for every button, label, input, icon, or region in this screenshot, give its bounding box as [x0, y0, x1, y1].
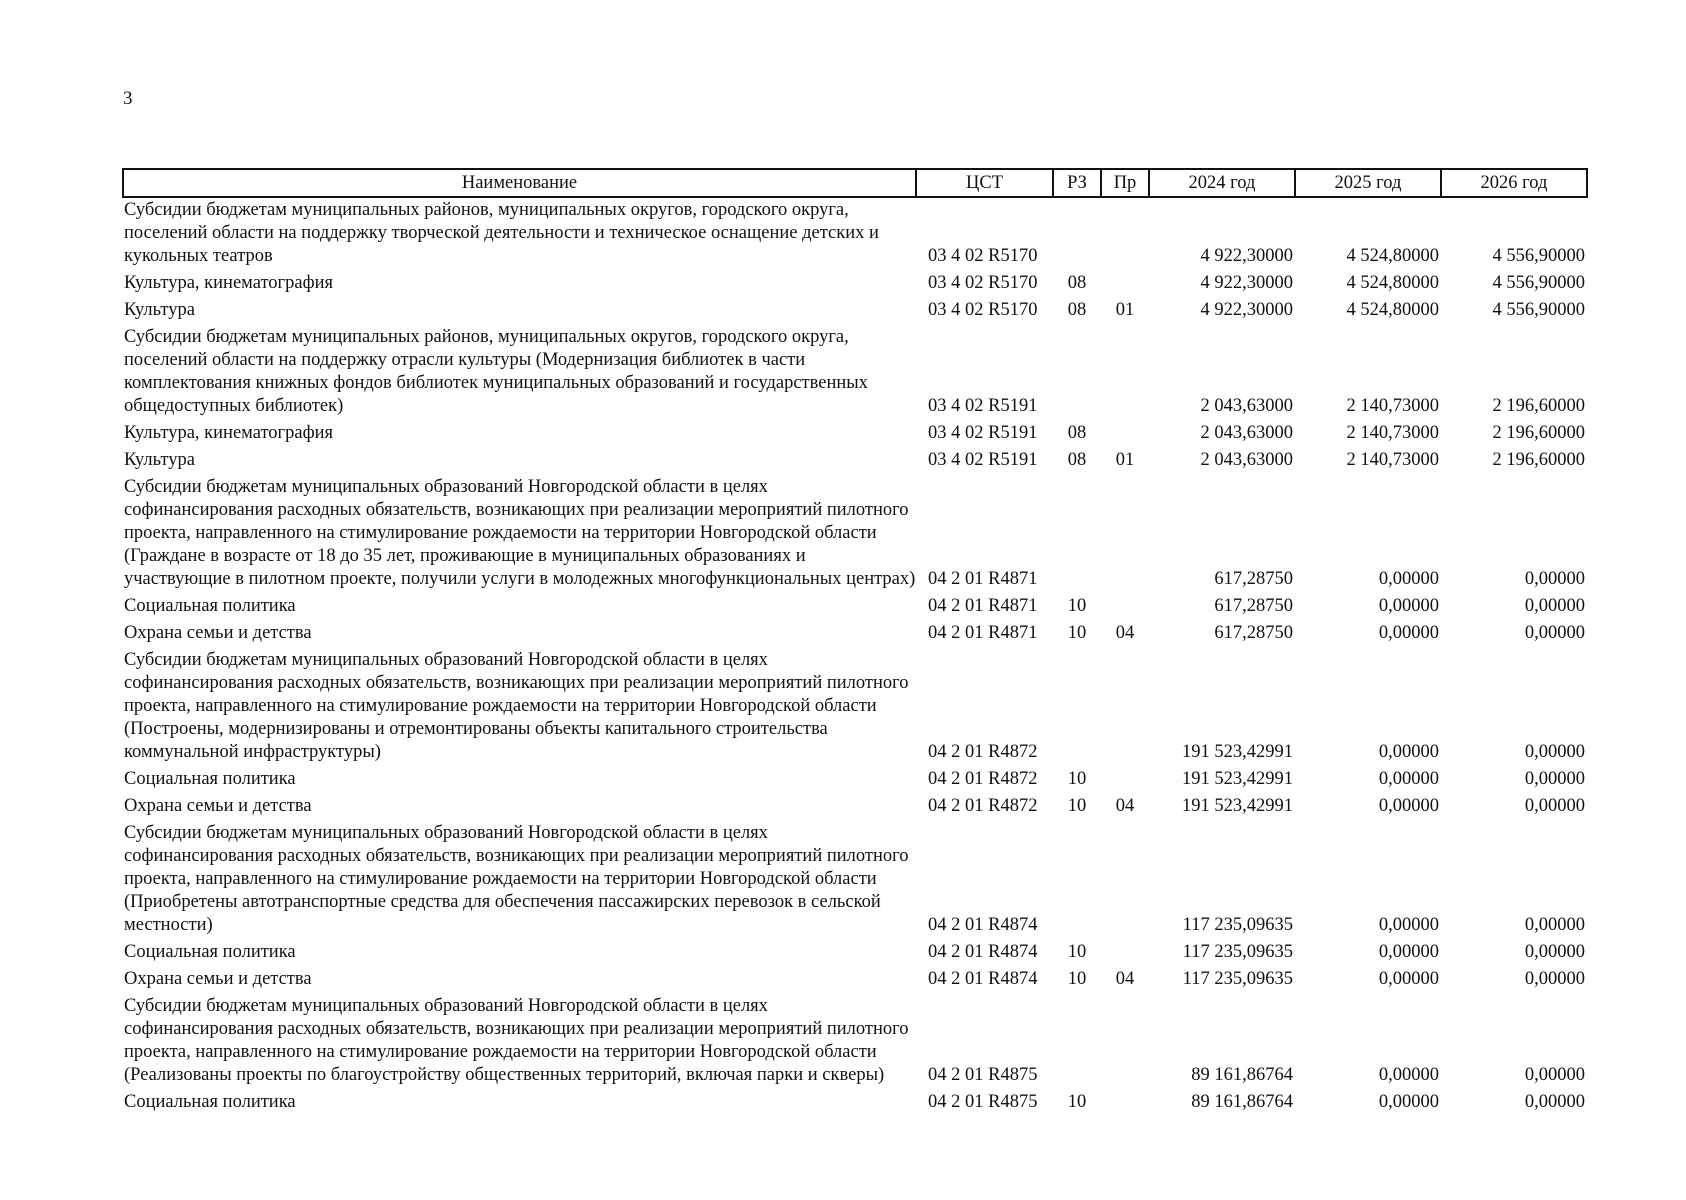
row-rz: [1053, 475, 1101, 594]
row-name: Охрана семьи и детства: [124, 796, 312, 816]
row-cst: 04 2 01 R4872: [928, 796, 1038, 816]
row-cst: 04 2 01 R4875: [928, 1065, 1038, 1085]
row-rz: 08: [1067, 273, 1087, 293]
row-2026: 0,00000: [1524, 742, 1585, 762]
row-rz: 10: [1067, 596, 1087, 616]
table-row: [123, 1090, 1587, 1117]
header-rz: РЗ: [1053, 169, 1101, 197]
table-row: [123, 271, 1587, 298]
row-cst: 03 4 02 R5170: [928, 300, 1038, 320]
row-cst: 04 2 01 R4872: [928, 769, 1038, 789]
table-row: [123, 794, 1587, 821]
row-pr: [1101, 271, 1149, 298]
table-body: [123, 197, 1587, 1117]
table-row: [123, 475, 1587, 594]
header-pr: Пр: [1101, 169, 1149, 197]
row-name: Субсидии бюджетам муниципальных образований Новгородской области в целях софинансирования расходных обязательств, возникающих при реализации мероприятий пилотного проекта, направленного на стимулирование рождаемости на территории Новгородской области (Реализованы проекты по благоустройству общественных территорий, включая парки и скверы): [124, 996, 909, 1085]
row-pr: [1101, 940, 1149, 967]
row-rz: 08: [1067, 423, 1087, 443]
row-2026: 0,00000: [1524, 1092, 1585, 1112]
table-row: [123, 298, 1587, 325]
row-2026: 0,00000: [1524, 915, 1585, 935]
row-2025: 0,00000: [1378, 742, 1439, 762]
row-2024: 617,28750: [1214, 623, 1293, 643]
row-rz: [1053, 325, 1101, 421]
row-2025: 0,00000: [1378, 596, 1439, 616]
row-2025: 0,00000: [1378, 569, 1439, 589]
row-name: Культура: [124, 450, 195, 470]
page-number: 3: [123, 88, 133, 109]
row-2024: 191 523,42991: [1182, 796, 1293, 816]
row-2026: 2 196,60000: [1492, 423, 1585, 443]
table-row: [123, 940, 1587, 967]
row-2026: 0,00000: [1524, 569, 1585, 589]
row-2024: 89 161,86764: [1191, 1065, 1293, 1085]
row-rz: [1053, 648, 1101, 767]
row-2025: 2 140,73000: [1346, 450, 1439, 470]
row-cst: 03 4 02 R5170: [928, 246, 1038, 266]
table-row: [123, 994, 1587, 1090]
row-2024: 191 523,42991: [1182, 769, 1293, 789]
row-rz: 10: [1067, 769, 1087, 789]
row-pr: [1101, 325, 1149, 421]
row-pr: 04: [1115, 796, 1135, 816]
table-row: [123, 821, 1587, 940]
row-name: Охрана семьи и детства: [124, 623, 312, 643]
row-2026: 0,00000: [1524, 596, 1585, 616]
row-pr: [1101, 197, 1149, 271]
row-name: Социальная политика: [124, 596, 296, 616]
row-2024: 4 922,30000: [1200, 246, 1293, 266]
row-pr: [1101, 994, 1149, 1090]
table-row: [123, 967, 1587, 994]
row-2024: 117 235,09635: [1182, 969, 1293, 989]
table-row: [123, 767, 1587, 794]
row-rz: 10: [1067, 623, 1087, 643]
row-name: Субсидии бюджетам муниципальных образований Новгородской области в целях софинансирования расходных обязательств, возникающих при реализации мероприятий пилотного проекта, направленного на стимулирование рождаемости на территории Новгородской области (Построены, модернизированы и отремонтированы объекты капитального строительства коммунальной инфраструктуры): [124, 650, 909, 762]
row-pr: 04: [1115, 623, 1135, 643]
row-2025: 4 524,80000: [1346, 300, 1439, 320]
row-name: Социальная политика: [124, 769, 296, 789]
row-rz: [1053, 821, 1101, 940]
row-2025: 0,00000: [1378, 1092, 1439, 1112]
row-pr: [1101, 821, 1149, 940]
row-2025: 0,00000: [1378, 769, 1439, 789]
row-cst: 04 2 01 R4874: [928, 915, 1038, 935]
row-2024: 4 922,30000: [1200, 300, 1293, 320]
row-name: Субсидии бюджетам муниципальных образований Новгородской области в целях софинансирования расходных обязательств, возникающих при реализации мероприятий пилотного проекта, направленного на стимулирование рождаемости на территории Новгородской области (Приобретены автотранспортные средства для обеспечения пассажирских перевозок в сельской местности): [124, 823, 909, 935]
row-2025: 4 524,80000: [1346, 273, 1439, 293]
row-name: Культура, кинематография: [124, 273, 334, 293]
row-rz: 10: [1067, 969, 1087, 989]
row-2025: 2 140,73000: [1346, 396, 1439, 416]
row-name: Охрана семьи и детства: [124, 969, 312, 989]
header-row: [123, 169, 1587, 197]
header-cst: ЦСТ: [916, 169, 1053, 197]
row-cst: 04 2 01 R4875: [928, 1092, 1038, 1112]
row-pr: 04: [1115, 969, 1135, 989]
row-2026: 0,00000: [1524, 623, 1585, 643]
row-2026: 0,00000: [1524, 969, 1585, 989]
row-pr: [1101, 767, 1149, 794]
row-2026: 4 556,90000: [1492, 246, 1585, 266]
header-name: Наименование: [123, 169, 916, 197]
row-2025: 2 140,73000: [1346, 423, 1439, 443]
row-2024: 117 235,09635: [1182, 942, 1293, 962]
row-pr: 01: [1115, 450, 1135, 470]
row-pr: [1101, 421, 1149, 448]
row-2025: 0,00000: [1378, 796, 1439, 816]
row-2024: 2 043,63000: [1200, 450, 1293, 470]
row-2026: 2 196,60000: [1492, 450, 1585, 470]
table-row: [123, 448, 1587, 475]
row-name: Социальная политика: [124, 1092, 296, 1112]
row-cst: 04 2 01 R4871: [928, 569, 1038, 589]
row-pr: 01: [1115, 300, 1135, 320]
row-2025: 0,00000: [1378, 623, 1439, 643]
row-2026: 0,00000: [1524, 1065, 1585, 1085]
table-row: [123, 594, 1587, 621]
row-2024: 4 922,30000: [1200, 273, 1293, 293]
row-cst: 04 2 01 R4874: [928, 942, 1038, 962]
header-2026: 2026 год: [1441, 169, 1587, 197]
row-2024: 2 043,63000: [1200, 396, 1293, 416]
row-rz: [1053, 994, 1101, 1090]
header-2025: 2025 год: [1295, 169, 1441, 197]
row-cst: 04 2 01 R4874: [928, 969, 1038, 989]
row-pr: [1101, 1090, 1149, 1117]
header-2024: 2024 год: [1149, 169, 1295, 197]
row-cst: 04 2 01 R4872: [928, 742, 1038, 762]
row-name: Субсидии бюджетам муниципальных районов, муниципальных округов, городского округа, поселений области на поддержку отрасли культуры (Модернизация библиотек в части комплектования книжных фондов библиотек муниципальных образований и государственных общедоступных библиотек): [124, 327, 868, 416]
row-cst: 04 2 01 R4871: [928, 623, 1038, 643]
row-2024: 2 043,63000: [1200, 423, 1293, 443]
row-2024: 89 161,86764: [1191, 1092, 1293, 1112]
table-row: [123, 325, 1587, 421]
row-2025: 0,00000: [1378, 942, 1439, 962]
budget-table: [122, 168, 1588, 1117]
table-header: [123, 169, 1587, 197]
row-cst: 03 4 02 R5170: [928, 273, 1038, 293]
row-2024: 191 523,42991: [1182, 742, 1293, 762]
row-2025: 4 524,80000: [1346, 246, 1439, 266]
row-2026: 0,00000: [1524, 796, 1585, 816]
row-cst: 03 4 02 R5191: [928, 396, 1038, 416]
row-2026: 4 556,90000: [1492, 300, 1585, 320]
row-name: Субсидии бюджетам муниципальных образований Новгородской области в целях софинансирования расходных обязательств, возникающих при реализации мероприятий пилотного проекта, направленного на стимулирование рождаемости на территории Новгородской области (Граждане в возрасте от 18 до 35 лет, проживающие в муниципальных образованиях и участвующие в пилотном проекте, получили услуги в молодежных многофункциональных центрах): [124, 477, 916, 589]
row-2024: 117 235,09635: [1182, 915, 1293, 935]
row-rz: 08: [1067, 300, 1087, 320]
row-rz: 08: [1067, 450, 1087, 470]
row-cst: 03 4 02 R5191: [928, 423, 1038, 443]
row-2025: 0,00000: [1378, 915, 1439, 935]
row-name: Культура: [124, 300, 195, 320]
row-rz: [1053, 197, 1101, 271]
row-2024: 617,28750: [1214, 569, 1293, 589]
row-2024: 617,28750: [1214, 596, 1293, 616]
table-row: [123, 621, 1587, 648]
row-name: Социальная политика: [124, 942, 296, 962]
row-cst: 03 4 02 R5191: [928, 450, 1038, 470]
row-pr: [1101, 594, 1149, 621]
row-2025: 0,00000: [1378, 969, 1439, 989]
row-name: Субсидии бюджетам муниципальных районов, муниципальных округов, городского округа, поселений области на поддержку творческой деятельности и техническое оснащение детских и кукольных театров: [124, 200, 879, 266]
row-2026: 0,00000: [1524, 769, 1585, 789]
row-2026: 2 196,60000: [1492, 396, 1585, 416]
row-rz: 10: [1067, 796, 1087, 816]
row-rz: 10: [1067, 942, 1087, 962]
row-rz: 10: [1067, 1092, 1087, 1112]
row-2025: 0,00000: [1378, 1065, 1439, 1085]
row-pr: [1101, 475, 1149, 594]
row-2026: 4 556,90000: [1492, 273, 1585, 293]
row-2026: 0,00000: [1524, 942, 1585, 962]
row-pr: [1101, 648, 1149, 767]
table-row: [123, 197, 1587, 271]
table-row: [123, 648, 1587, 767]
row-name: Культура, кинематография: [124, 423, 334, 443]
row-cst: 04 2 01 R4871: [928, 596, 1038, 616]
table-row: [123, 421, 1587, 448]
